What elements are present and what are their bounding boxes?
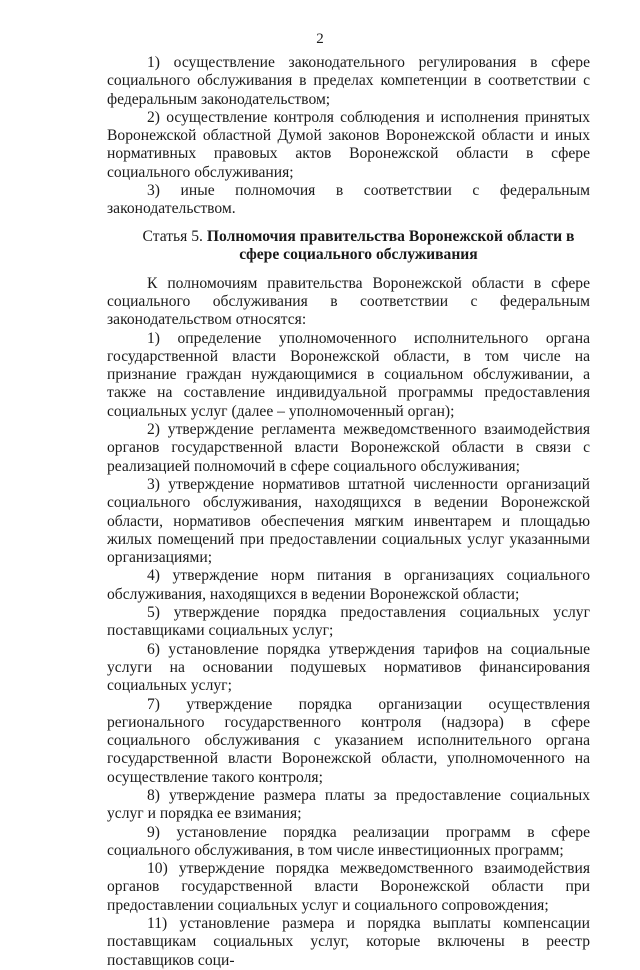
article-label: Статья 5. — [142, 227, 203, 245]
paragraph: 1) осуществление законодательного регулирования в сфере социального обслуживания в пределах компетенции в соответствии с федеральным законодательством; — [107, 54, 590, 108]
paragraph: К полномочиям правительства Воронежской области в сфере социального обслуживания в соответствии с федеральным законодательством относятся: — [107, 274, 590, 329]
article-title: Полномочия правительства Воронежской области в сфере социального обслуживания — [206, 227, 575, 264]
paragraph: 1) определение уполномоченного исполнительного органа государственной власти Воронежской области, в том числе на признание граждан нуждающимися в социальном обслуживании, а также на составление индивидуальной программы предоставления социальных услуг (далее – уполномоченный орган); — [107, 329, 590, 420]
paragraph: 3) иные полномочия в соответствии с федеральным законодательством. — [107, 182, 590, 218]
paragraph: 9) установление порядка реализации программ в сфере социального обслуживания, в том числе инвестиционных программ; — [107, 823, 590, 859]
paragraph: 6) установление порядка утверждения тарифов на социальные услуги на основании подушевых нормативов финансирования социальных услуг; — [107, 640, 590, 695]
paragraph: 2) осуществление контроля соблюдения и исполнения принятых Воронежской областной Думой законов Воронежской области и иных нормативных правовых актов Воронежской области в сфере социального обслуживания; — [107, 108, 590, 181]
page-number: 2 — [316, 31, 324, 47]
paragraph: 10) утверждение порядка межведомственного взаимодействия органов государственной власти Воронежской области при предоставлении социальных услуг и социального сопровождения; — [107, 860, 590, 914]
paragraph: 11) установление размера и порядка выплаты компенсации поставщикам социальных услуг, которые включены в реестр поставщиков соци- — [107, 915, 590, 969]
article-heading — [107, 228, 590, 265]
paragraph: 5) утверждение порядка предоставления социальных услуг поставщиками социальных услуг; — [107, 604, 590, 640]
paragraph: 4) утверждение норм питания в организациях социального обслуживания, находящихся в ведении Воронежской области; — [107, 567, 590, 603]
paragraph: 2) утверждение регламента межведомственного взаимодействия органов государственной власти Воронежской области в связи с реализацией полномочий в сфере социального обслуживания; — [107, 421, 590, 475]
paragraph: 7) утверждение порядка организации осуществления регионального государственного контроля (надзора) в сфере социального обслуживания с указанием исполнительного органа государственной власти Воронежской области, уполномоченного на осуществление такого контроля; — [107, 695, 590, 786]
paragraph: 3) утверждение нормативов штатной численности организаций социального обслуживания, находящихся в ведении Воронежской области, нормативов обеспечения мягким инвентарем и площадью жилых помещений при предоставлении социальных услуг указанными организациями; — [107, 475, 590, 567]
document-body — [107, 54, 590, 970]
paragraph: 8) утверждение размера платы за предоставление социальных услуг и порядка ее взимания; — [107, 786, 590, 823]
